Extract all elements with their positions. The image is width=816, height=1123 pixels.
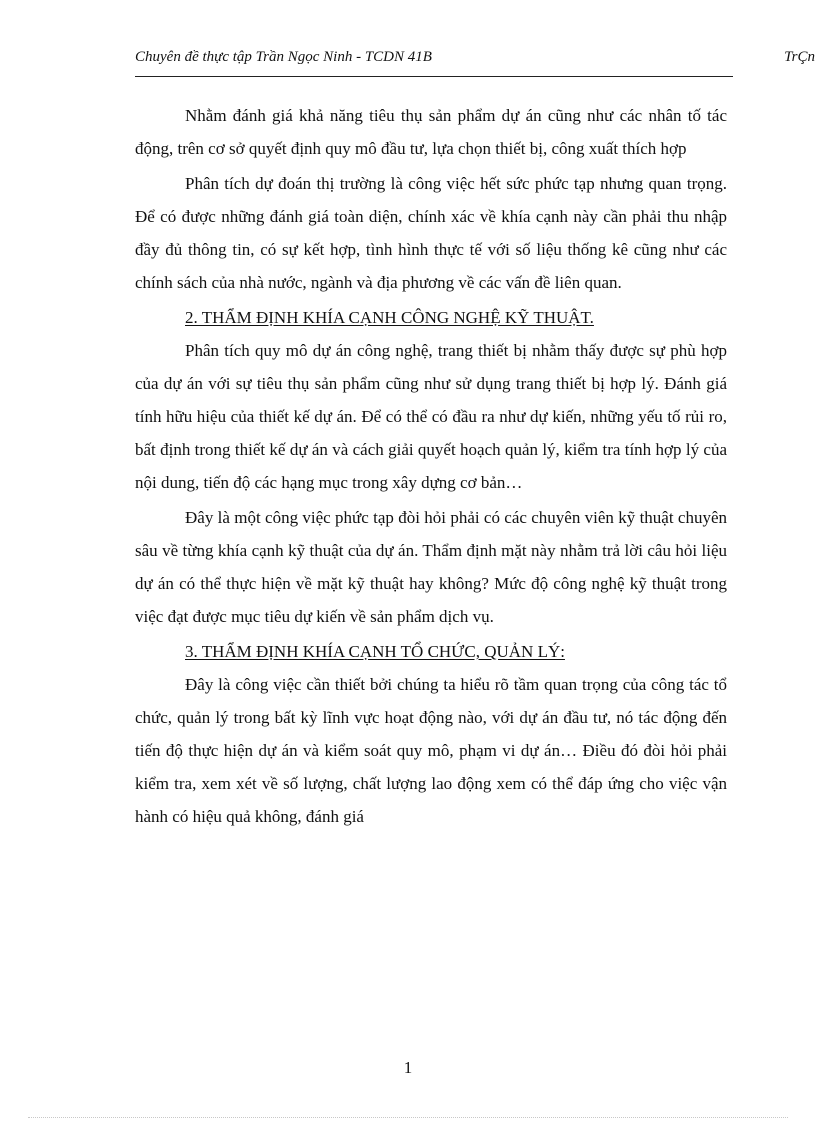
page-header (135, 49, 815, 69)
section-heading: 3. THẨM ĐỊNH KHÍA CẠNH TỔ CHỨC, QUẢN LÝ: (185, 642, 565, 661)
header-title: Chuyên đề thực tập Trần Ngọc Ninh - TCDN 41B (135, 49, 432, 65)
paragraph: Nhằm đánh giá khả năng tiêu thụ sản phẩm dự án cũng như các nhân tố tác động, trên cơ sở quyết định quy mô đầu tư, lựa chọn thiết bị, công xuất thích hợp (135, 106, 727, 158)
section-heading: 2. THẨM ĐỊNH KHÍA CẠNH CÔNG NGHỆ KỸ THUẬT. (185, 308, 594, 327)
paragraph: Đây là công việc cần thiết bởi chúng ta hiểu rõ tầm quan trọng của công tác tổ chức, quản lý trong bất kỳ lĩnh vực hoạt động nào, với dự án đầu tư, nó tác động đến tiến độ thực hiện dự án và kiểm soát quy mô, phạm vi dự án… Điều đó đòi hỏi phải kiểm tra, xem xét về số lượng, chất lượng lao động xem có thể đáp ứng cho việc vận hành có hiệu quả không, đánh giá (135, 675, 727, 826)
header-rule (135, 76, 733, 77)
paragraph: Phân tích dự đoán thị trường là công việc hết sức phức tạp nhưng quan trọng. Để có được những đánh giá toàn diện, chính xác về khía cạnh này cần phải thu nhập đầy đủ thông tin, có sự kết hợp, tình hình thực tế với số liệu thống kê cũng như các chính sách của nhà nước, ngành và địa phương về các vấn đề liên quan. (135, 174, 727, 292)
page-number: 1 (403, 1058, 413, 1077)
page-bottom-divider (28, 1117, 788, 1118)
paragraph: Đây là một công việc phức tạp đòi hỏi phải có các chuyên viên kỹ thuật chuyên sâu về từng khía cạnh kỹ thuật của dự án. Thẩm định mặt này nhằm trả lời câu hỏi liệu dự án có thể thực hiện về mặt kỹ thuật hay không? Mức độ công nghệ kỹ thuật trong việc đạt được mục tiêu dự kiến về sản phẩm dịch vụ. (135, 508, 727, 626)
header-author: TrÇn (784, 49, 815, 65)
paragraph: Phân tích quy mô dự án công nghệ, trang thiết bị nhằm thấy được sự phù hợp của dự án với sự tiêu thụ sản phẩm cũng như sử dụng trang thiết bị hợp lý. Đánh giá tính hữu hiệu của thiết kế dự án. Để có thể có đầu ra như dự kiến, những yếu tố rủi ro, bất định trong thiết kế dự án và cách giải quyết hoạch quản lý, kiểm tra tính hợp lý của nội dung, tiến độ các hạng mục trong xây dựng cơ bản… (135, 341, 727, 492)
body-text (135, 99, 727, 835)
